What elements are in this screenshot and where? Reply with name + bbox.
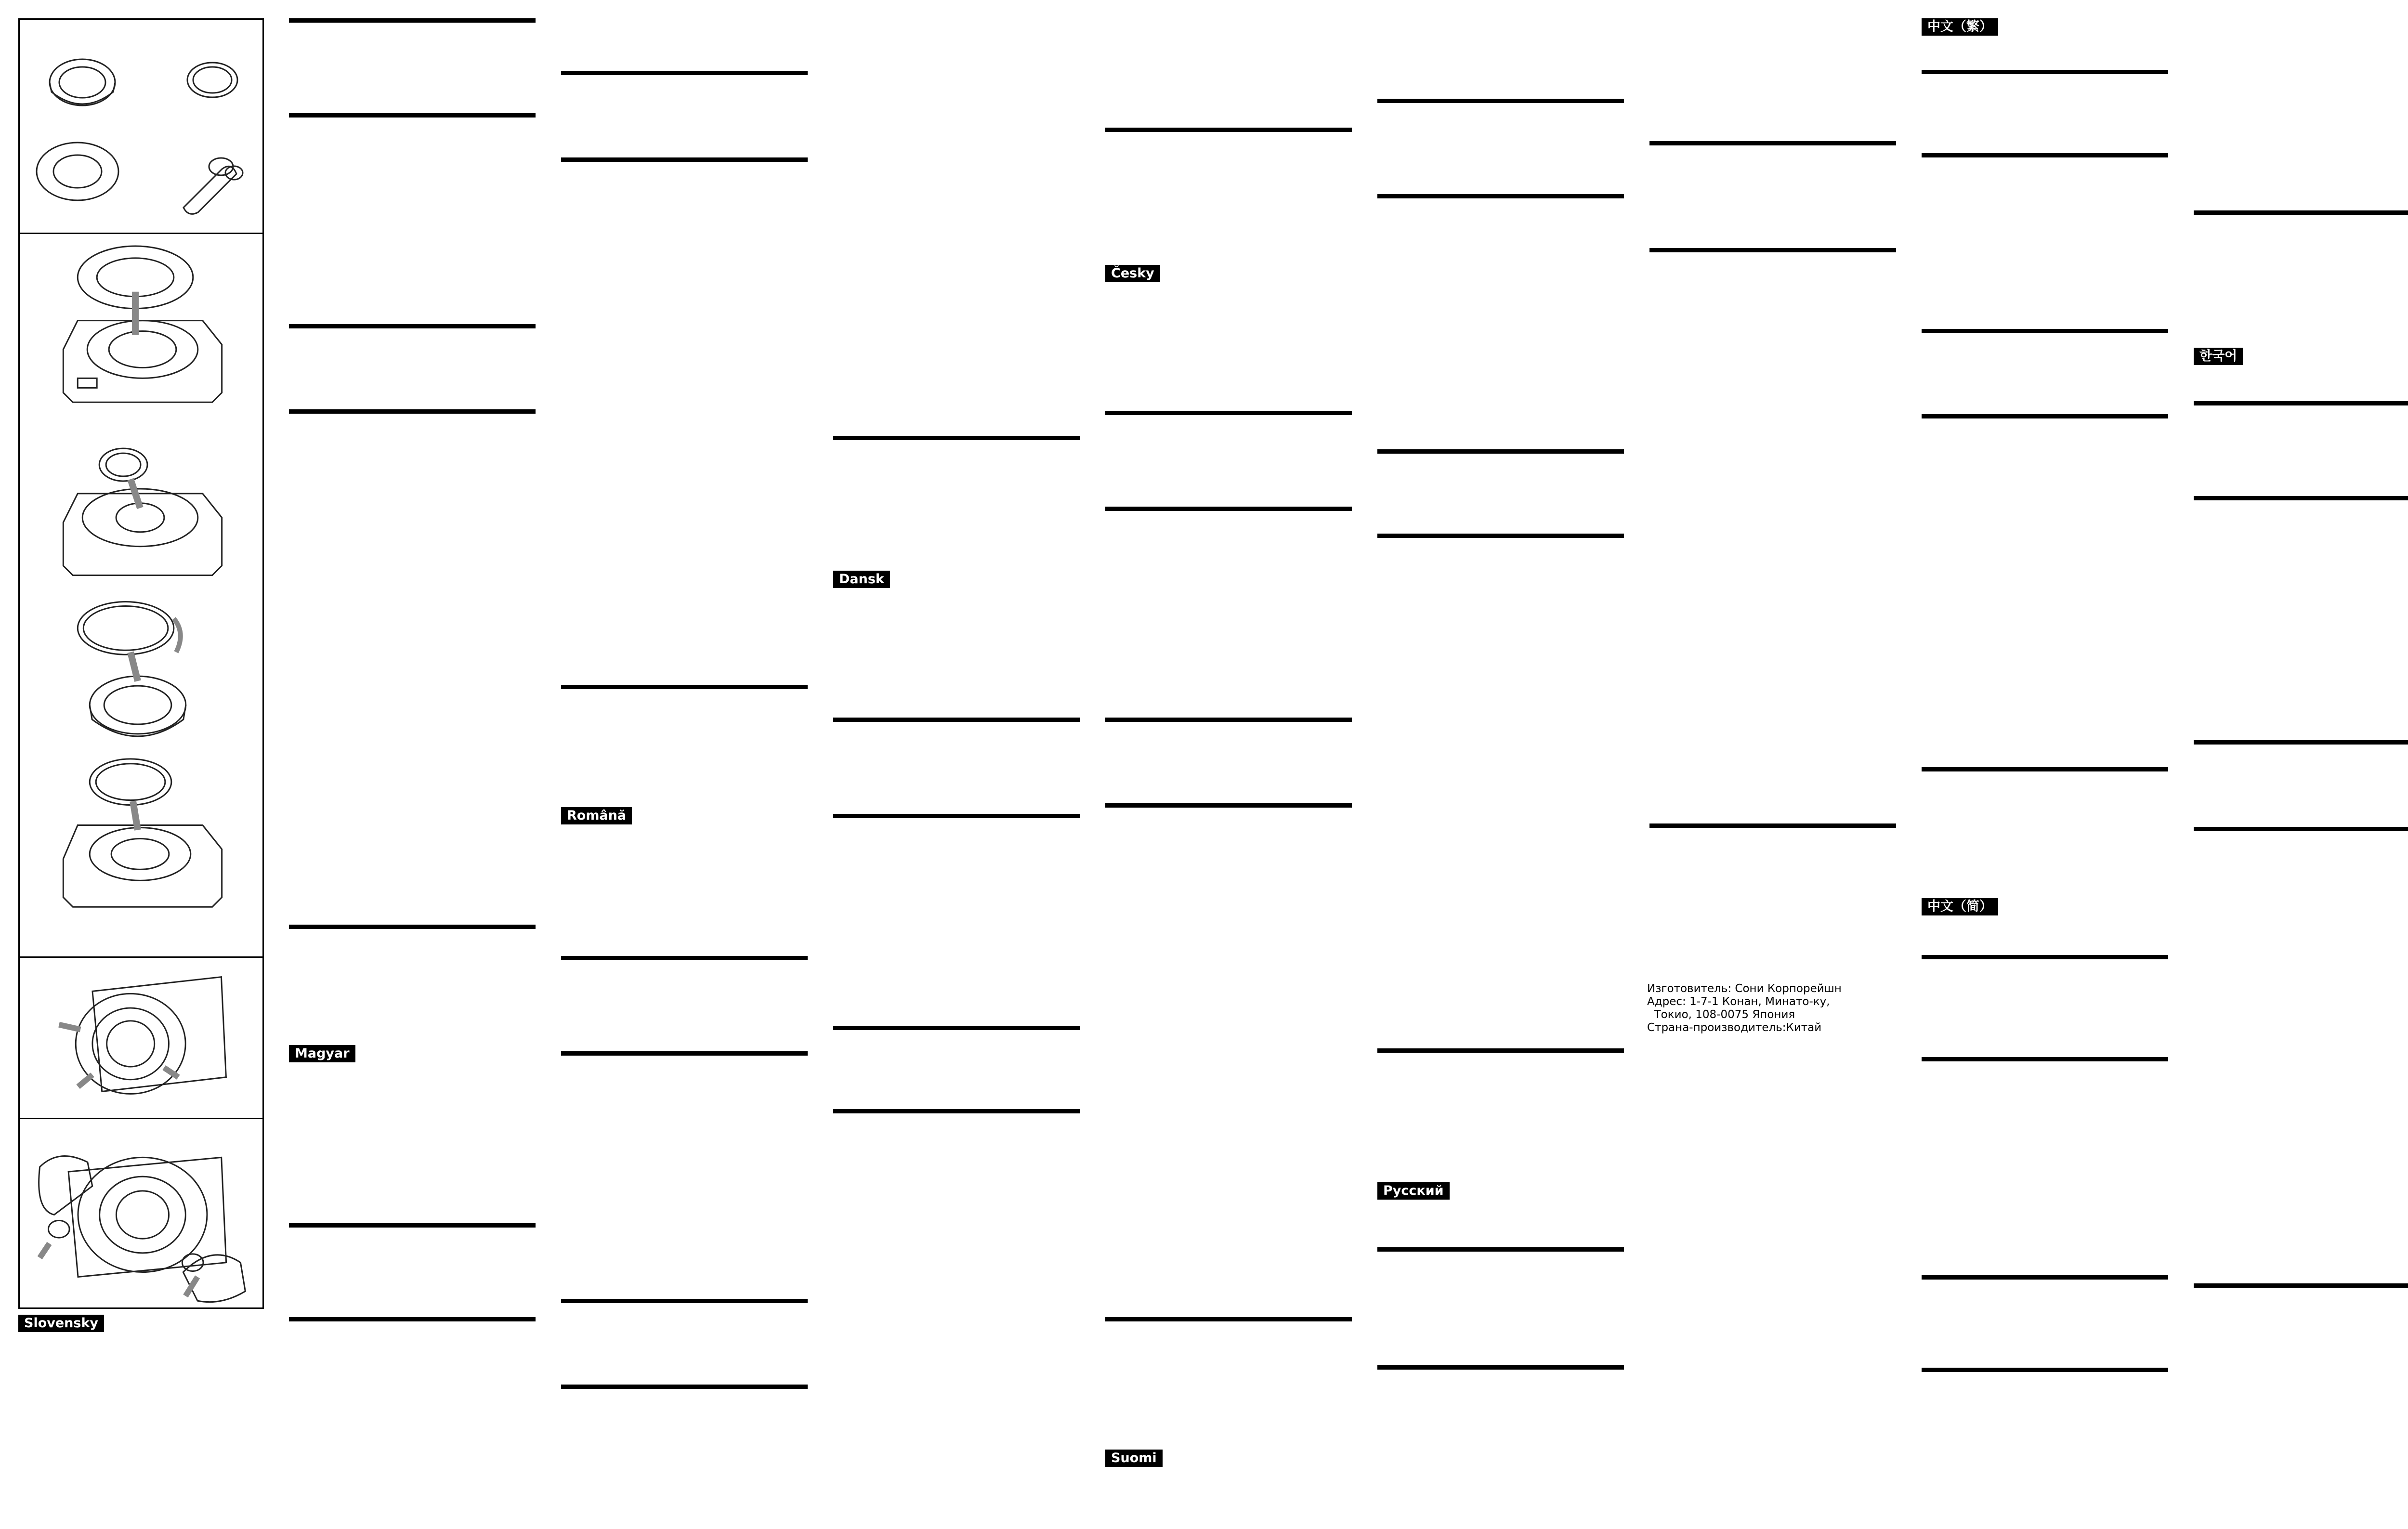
manufacturer-note: [1647, 982, 1842, 1034]
country-of-origin-line: Страна-производитель:Китай: [1647, 1021, 1822, 1034]
language-label-cesky: Česky: [1105, 265, 1160, 282]
illustration-column: [18, 18, 264, 1309]
language-label-suomi: Suomi: [1105, 1450, 1163, 1467]
language-label-dansk: Dansk: [833, 571, 890, 588]
address-line: Адрес: 1-7-1 Конан, Минато-ку,: [1647, 995, 1830, 1008]
attach-hood-icon: [20, 233, 262, 956]
address-city-line: Токио, 108-0075 Япония: [1647, 1008, 1795, 1021]
hood-on-camera-icon: [20, 956, 262, 1118]
language-label-magyar: Magyar: [289, 1045, 355, 1062]
language-label-chinese-simplified: 中文（简）: [1922, 898, 1998, 915]
language-label-slovensky: Slovensky: [18, 1315, 104, 1332]
lens-hood-parts-icon: [20, 20, 262, 233]
language-label-korean: 한국어: [2194, 348, 2243, 365]
language-label-romana: Română: [561, 807, 632, 824]
language-label-russkiy: Русский: [1377, 1182, 1450, 1200]
remove-hood-icon: [20, 1118, 262, 1307]
language-label-chinese-traditional: 中文（繁）: [1922, 18, 1998, 36]
manufacturer-line: Изготовитель: Сони Корпорейшн: [1647, 982, 1842, 995]
